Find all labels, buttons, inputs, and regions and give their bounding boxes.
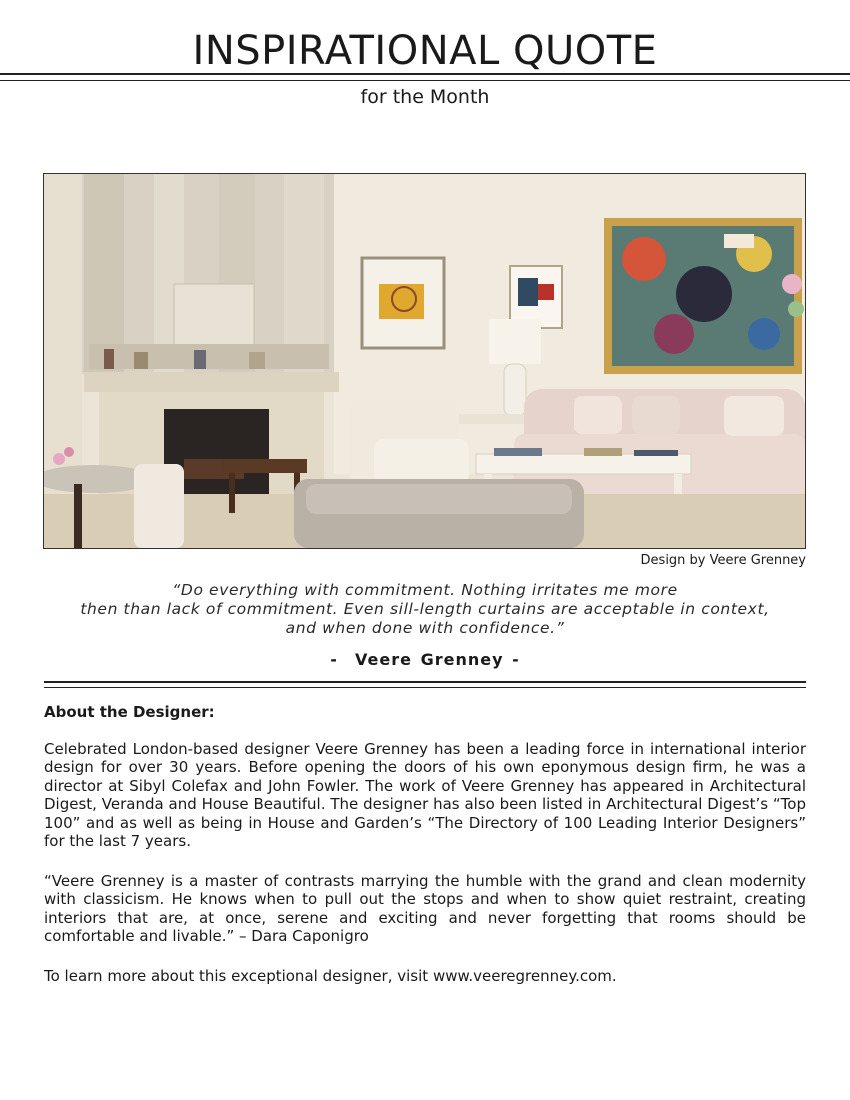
quote-line-1: “Do everything with commitment. Nothing irritates me more	[172, 581, 678, 599]
quote-attribution: - Veere Grenney -	[330, 650, 520, 669]
quote-line-2: then than lack of commitment. Even sill-length curtains are acceptable in context,	[80, 600, 770, 618]
featured-quote	[45, 581, 805, 638]
about-heading: About the Designer:	[44, 703, 215, 721]
page-subtitle: for the Month	[360, 86, 490, 108]
section-rule-bottom	[44, 687, 806, 688]
about-paragraph-1: Celebrated London-based designer Veere Grenney has been a leading force in international interior design for over 30 years. Before opening the doors of his own eponymous design firm, he was a director at Sibyl Colefax and John Fowler. The work of Veere Grenney has appeared in Architectural Digest, Veranda and House Beautiful. The designer has also been listed in Architectural Digest’s “Top 100” and as well as being in House and Garden’s “The Directory of 100 Leading Interior Designers” for the last 7 years.	[44, 740, 806, 851]
about-paragraph-2: “Veere Grenney is a master of contrasts marrying the humble with the grand and clean modernity with classicism. He knows when to pull out the stops and when to show quiet restraint, creating interiors that are, at once, serene and exciting and never forgetting that rooms should be comfortable and livable.” – Dara Caponigro	[44, 872, 806, 946]
title-rule-top	[0, 73, 850, 75]
photo-caption: Design by Veere Grenney	[640, 553, 806, 568]
page-title: INSPIRATIONAL QUOTE	[192, 28, 658, 74]
about-paragraph-3: To learn more about this exceptional designer, visit www.veeregrenney.com.	[44, 967, 617, 985]
room-photo	[43, 173, 806, 549]
quote-line-3: and when done with confidence.”	[285, 619, 565, 637]
section-rule-top	[44, 681, 806, 683]
title-rule-bottom	[0, 80, 850, 81]
